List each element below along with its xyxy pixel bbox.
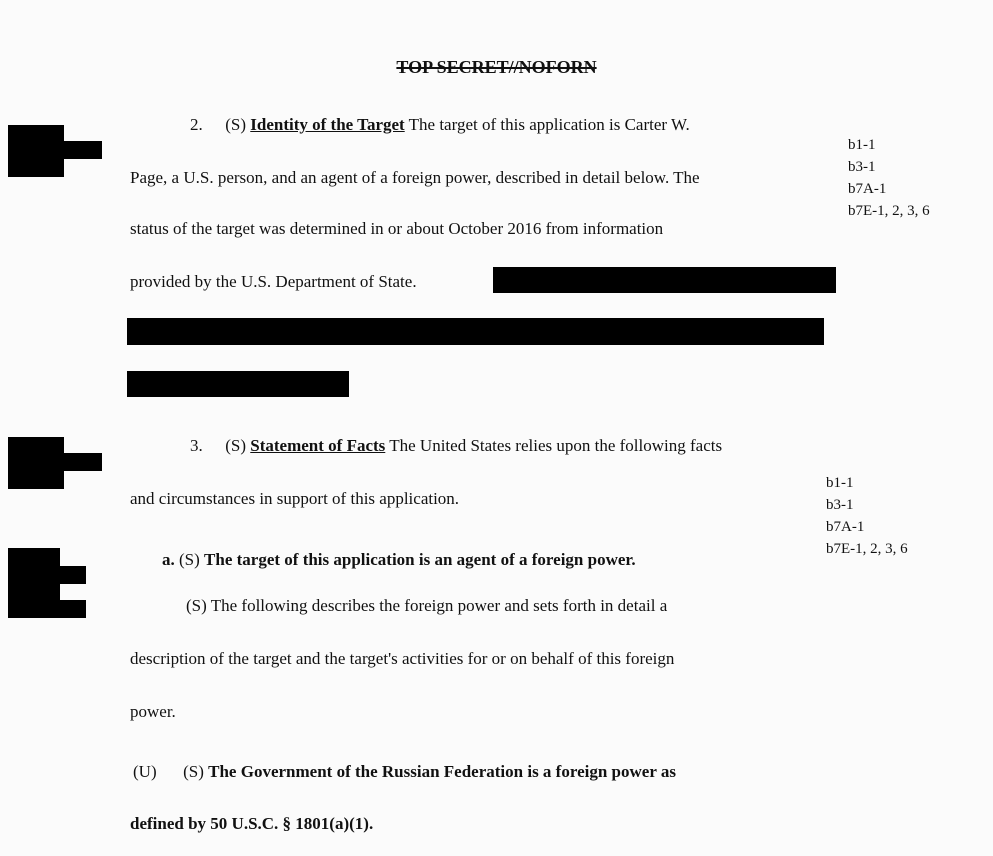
para-u-marking: (U) <box>133 762 157 781</box>
redaction-margin-2b <box>60 453 102 471</box>
redaction-margin-3b <box>56 566 86 584</box>
exemption-codes-2: b1-1 b3-1 b7A-1 b7E-1, 2, 3, 6 <box>826 475 908 557</box>
redaction-margin-1b <box>60 141 102 159</box>
para-u-line-2: defined by 50 U.S.C. § 1801(a)(1). <box>130 814 374 833</box>
section-2-number: 2. <box>190 115 203 134</box>
subsection-a-marking: (S) <box>179 550 200 569</box>
section-2-line-4: provided by the U.S. Department of State. <box>130 272 417 291</box>
section-2-marking: (S) <box>225 115 247 134</box>
para-u-s-marking: (S) <box>183 762 204 781</box>
section-3-line-1 <box>190 437 722 454</box>
section-2-line-2: Page, a U.S. person, and an agent of a foreign power, described in detail below. The <box>130 168 700 187</box>
section-2-line-1-text: The target of this application is Carter W. <box>408 115 690 134</box>
section-2-line-3: status of the target was determined in or about October 2016 from information <box>130 219 664 238</box>
redaction-margin-3c <box>56 600 86 618</box>
para-a-line-1-text: The following describes the foreign power and sets forth in detail a <box>210 596 668 615</box>
classification-header: TOP SECRET//NOFORN <box>396 57 597 77</box>
section-3-line-2: and circumstances in support of this application. <box>130 489 460 508</box>
para-a-line-1 <box>186 597 667 614</box>
redaction-margin-1a <box>8 125 64 177</box>
redaction-line-6 <box>127 371 349 397</box>
redaction-line-5 <box>127 318 824 345</box>
para-u-line-1-text: The Government of the Russian Federation is a foreign power as <box>208 762 676 781</box>
section-2-line-1 <box>190 116 690 133</box>
para-a-line-3: power. <box>130 702 176 721</box>
subsection-a-label: a. <box>162 550 175 569</box>
section-3-line-1-text: The United States relies upon the following facts <box>389 436 723 455</box>
para-u-line-1 <box>133 763 676 780</box>
section-3-heading: Statement of Facts <box>250 436 386 455</box>
para-a-marking: (S) <box>186 596 207 615</box>
redaction-line-4 <box>493 267 836 293</box>
section-3-number: 3. <box>190 436 203 455</box>
para-a-line-2: description of the target and the target's activities for or on behalf of this foreign <box>130 649 675 668</box>
subsection-a-heading-line <box>162 551 636 568</box>
section-3-marking: (S) <box>225 436 247 455</box>
redaction-margin-3a <box>8 548 60 618</box>
exemption-codes-1: b1-1 b3-1 b7A-1 b7E-1, 2, 3, 6 <box>848 137 930 219</box>
redaction-margin-2a <box>8 437 64 489</box>
subsection-a-heading: The target of this application is an agent of a foreign power. <box>204 550 636 569</box>
section-2-heading: Identity of the Target <box>250 115 405 134</box>
